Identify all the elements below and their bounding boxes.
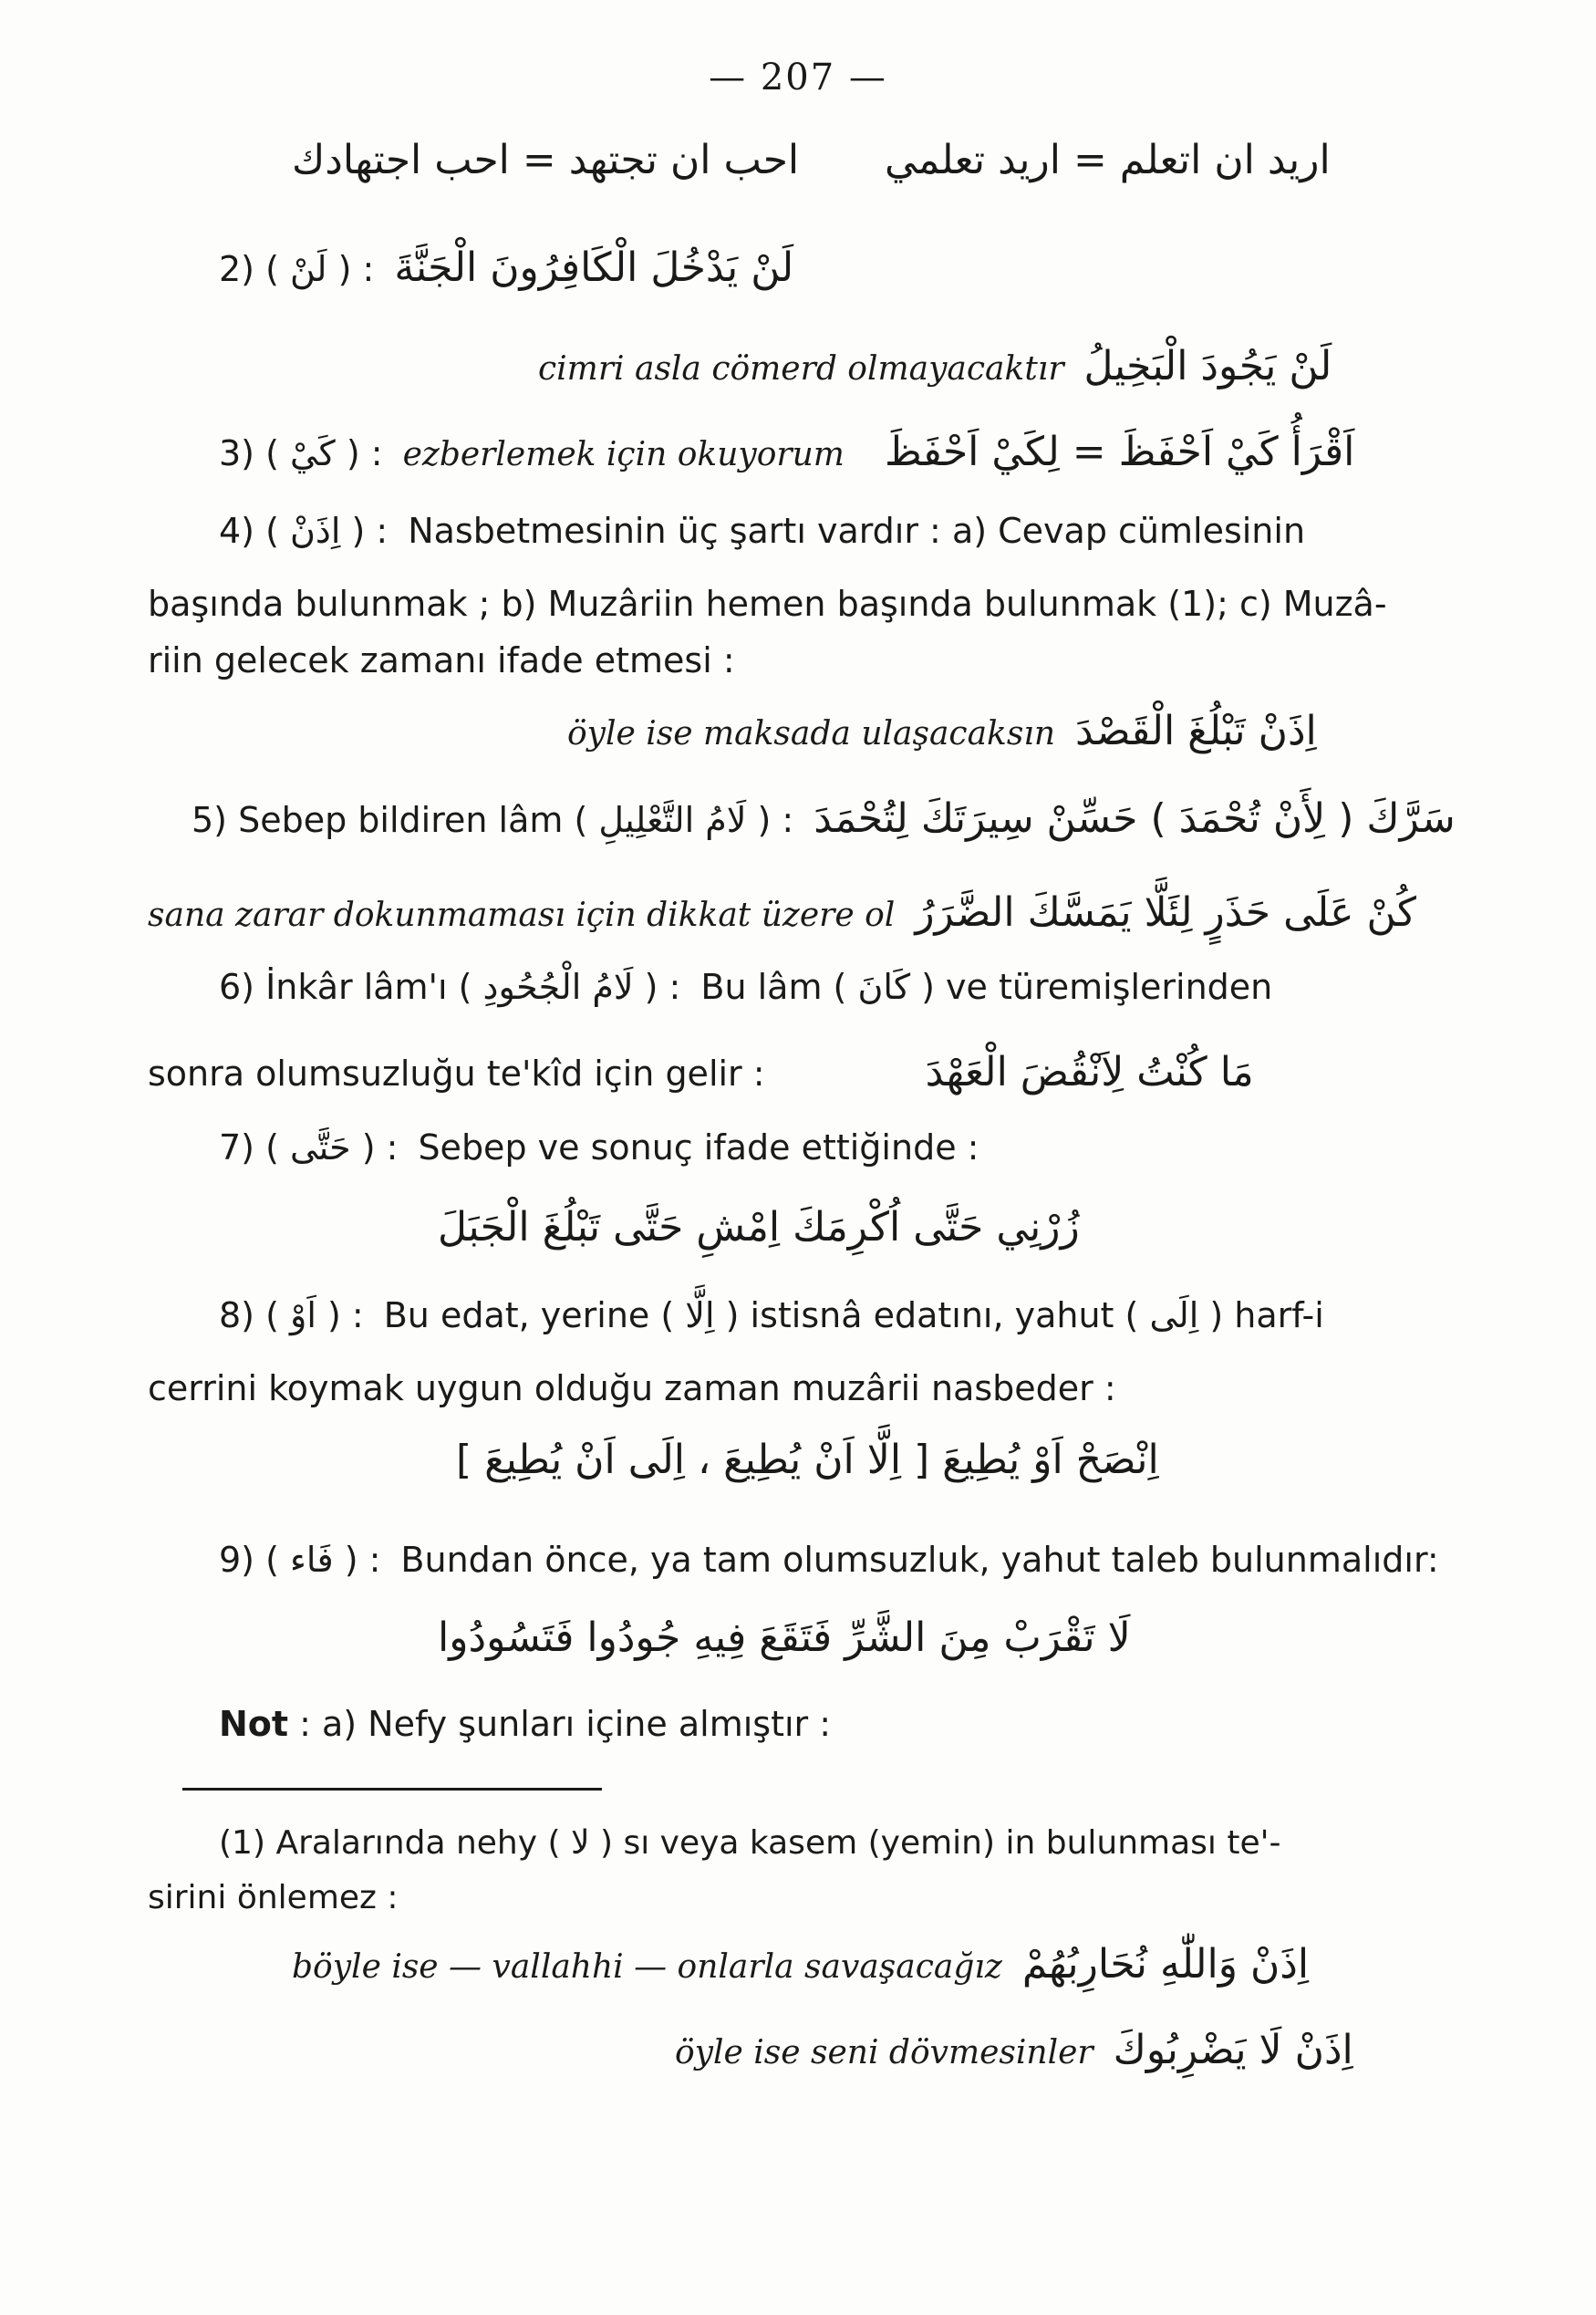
item-9-label: 9) ( فَاء ) : [219,1540,381,1580]
page-number: — 207 — [709,57,887,99]
item-6-text-2: sonra olumsuzluğu te'kîd için gelir : [148,1054,765,1094]
item-9-row [219,1540,1439,1580]
item-6-arabic: مَا كُنْتُ لِاَنْقُضَ الْعَهْدَ [925,1049,1254,1095]
item-5-label: 5) Sebep bildiren lâm ( لَامُ التَّعْلِيلِ ) : [192,800,794,840]
item-7-row [219,1127,979,1168]
item-4-text-1: Nasbetmesinin üç şartı vardır : a) Cevap cümlesinin [408,511,1306,551]
item-3-arabic: اَقْرَأُ كَيْ اَحْفَظَ = لِكَيْ اَحْفَظَ [884,429,1355,475]
item-9-arabic: لَا تَقْرَبْ مِنَ الشَّرِّ فَتَقَعَ فِيهِ جُودُوا فَتَسُودُوا [438,1614,1131,1661]
item-6-label: 6) İnkâr lâm'ı ( لَامُ الْجُحُودِ ) : [219,967,681,1007]
item-4-text-3: riin gelecek zamanı ifade etmesi : [148,640,735,680]
note-text: : a) Nefy şunları içine almıştır : [299,1704,832,1744]
footnote-ex1-translation: böyle ise — vallahhi — onlarla savaşacağız [292,1948,1002,1986]
footnote-ex1-arabic: اِذَنْ وَاللّٰهِ نُحَارِبُهُمْ [1021,1941,1310,1988]
footnote-text-1: (1) Aralarında nehy ( لا ) sı veya kasem (yemin) in bulunması te'- [219,1824,1281,1862]
item-2-translation: cimri asla cömerd olmayacaktır [538,350,1064,388]
arabic-line-1-right: اريد ان اتعلم = اريد تعلمي [885,137,1331,183]
item-3-translation: ezberlemek için okuyorum [402,436,845,473]
item-7-text: Sebep ve sonuç ifade ettiğinde : [418,1127,979,1168]
item-4-example [567,708,1317,754]
item-5-example [148,889,1416,936]
item-2-row [219,244,793,291]
arabic-line-1-left: احب ان تجتهد = احب اجتهادك [292,137,800,183]
item-4-arabic: اِذَنْ تَبْلُغَ الْقَصْدَ [1075,708,1317,754]
item-2-arabic-example: لَنْ يَجُودَ الْبَخِيلُ [1083,343,1332,389]
footnote-text-2: sirini önlemez : [148,1879,399,1916]
item-4-label: 4) ( اِذَنْ ) : [219,511,389,551]
footnote-divider [182,1788,602,1791]
item-4-row [219,511,1305,551]
footnote-example-1 [292,1941,1309,1988]
item-6-text-1: Bu lâm ( كَانَ ) ve türemişlerinden [700,967,1273,1007]
item-8-text-1: Bu edat, yerine ( اِلَّا ) istisnâ edatını, yahut ( اِلَى ) harf-i [383,1295,1324,1335]
item-2-label: 2) ( لَنْ ) : [219,249,375,289]
item-5-arabic-example: كُنْ عَلَى حَذَرٍ لِئَلَّا يَمَسَّكَ الضَّرَرُ [915,889,1416,936]
item-4-text-2: başında bulunmak ; b) Muzâriin hemen başında bulunmak (1); c) Muzâ- [148,584,1387,624]
note-row [219,1704,831,1744]
footnote-example-2 [675,2027,1353,2073]
item-5-row [192,795,1456,842]
item-8-row [219,1295,1324,1335]
item-3-row [219,429,1354,475]
item-8-text-2: cerrini koymak uygun olduğu zaman muzârii nasbeder : [148,1368,1116,1408]
item-3-label: 3) ( كَيْ ) : [219,433,383,473]
item-7-label: 7) ( حَتَّى ) : [219,1127,399,1168]
item-7-arabic: زُرْنِي حَتَّى اُكْرِمَكَ اِمْشِ حَتَّى تَبْلُغَ الْجَبَلَ [438,1204,1080,1251]
item-2-example [538,343,1332,389]
item-8-arabic: اِنْصَحْ اَوْ يُطِيعَ [ اِلَّا اَنْ يُطِيعَ ، اِلَى اَنْ يُطِيعَ ] [456,1437,1159,1483]
footnote-ex2-arabic: اِذَنْ لَا يَضْرِبُوكَ [1113,2027,1353,2073]
item-2-arabic: لَنْ يَدْخُلَ الْكَافِرُونَ الْجَنَّةَ [394,244,794,291]
note-label: Not [219,1704,289,1744]
item-6-example [148,1049,1254,1095]
item-4-translation: öyle ise maksada ulaşacaksın [567,715,1056,753]
item-9-text: Bundan önce, ya tam olumsuzluk, yahut taleb bulunmalıdır: [400,1540,1439,1580]
item-5-translation: sana zarar dokunmaması için dikkat üzere ol [148,897,896,934]
item-5-arabic: سَرَّكَ ( لِأَنْ تُحْمَدَ ) حَسِّنْ سِيرَتَكَ لِتُحْمَدَ [814,795,1456,842]
item-8-label: 8) ( اَوْ ) : [219,1295,364,1335]
footnote-ex2-translation: öyle ise seni dövmesinler [675,2034,1093,2071]
item-6-row [219,967,1272,1007]
